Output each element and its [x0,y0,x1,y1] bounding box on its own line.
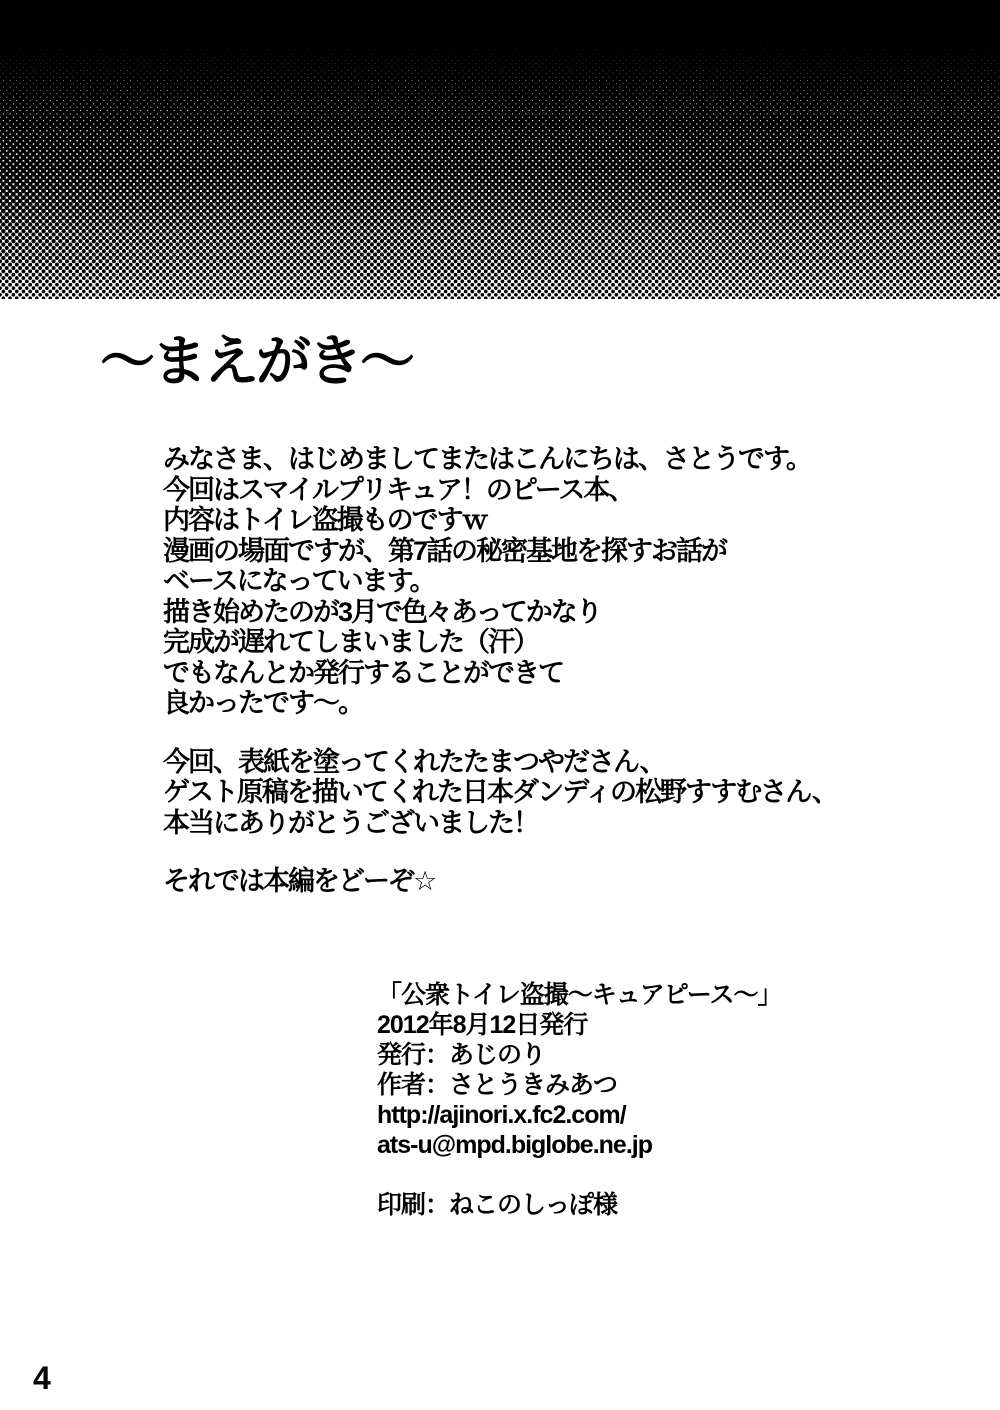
preface-line: ゲスト原稿を描いてくれた日本ダンディの松野すすむさん、 [163,777,837,807]
preface-line: 今回、表紙を塗ってくれたたまつやださん、 [163,746,665,777]
paragraph-gap [163,719,837,747]
colophon-author: 作者：さとうきみあつ [377,1071,618,1099]
preface-line: ベースになっています。 [163,566,435,596]
colophon-email: ats-u@mpd.biglobe.ne.jp [377,1131,652,1159]
preface-line: みなさま、はじめましてまたはこんにちは、さとうです。 [163,444,811,474]
colophon [377,980,782,1220]
preface-line: でもなんとか発行することができて [163,657,563,688]
page-title: 〜まえがき〜 [100,330,413,392]
halftone-gradient [0,0,1000,299]
preface-line: 漫画の場面ですが、第7話の秘密基地を探すお話が [163,535,727,566]
preface-line: 完成が遅れてしまいました（汗） [163,627,538,657]
preface-line: 良かったです〜。 [163,688,363,718]
colophon-website-url: http://ajinori.x.fc2.com/ [377,1101,626,1129]
preface-line: それでは本編をどーぞ☆ [163,866,436,896]
paragraph-gap [163,838,837,866]
colophon-publish-date: 2012年8月12日発行 [377,1011,588,1039]
preface-line: 今回はスマイルプリキュア！のピース本、 [163,474,634,505]
colophon-book-title: 「公衆トイレ盗撮〜キュアピース〜」 [377,981,782,1009]
preface-line: 描き始めたのが3月で色々あってかなり [163,596,601,627]
colophon-publisher: 発行：あじのり [377,1041,546,1069]
colophon-gap [377,1160,782,1190]
colophon-printer: 印刷：ねこのしっぽ様 [377,1191,618,1219]
preface-line: 本当にありがとうございました！ [163,807,538,838]
preface-line: 内容はトイレ盗撮ものですｗ [163,505,487,535]
preface-body [163,444,837,897]
page-number: 4 [33,1360,51,1396]
